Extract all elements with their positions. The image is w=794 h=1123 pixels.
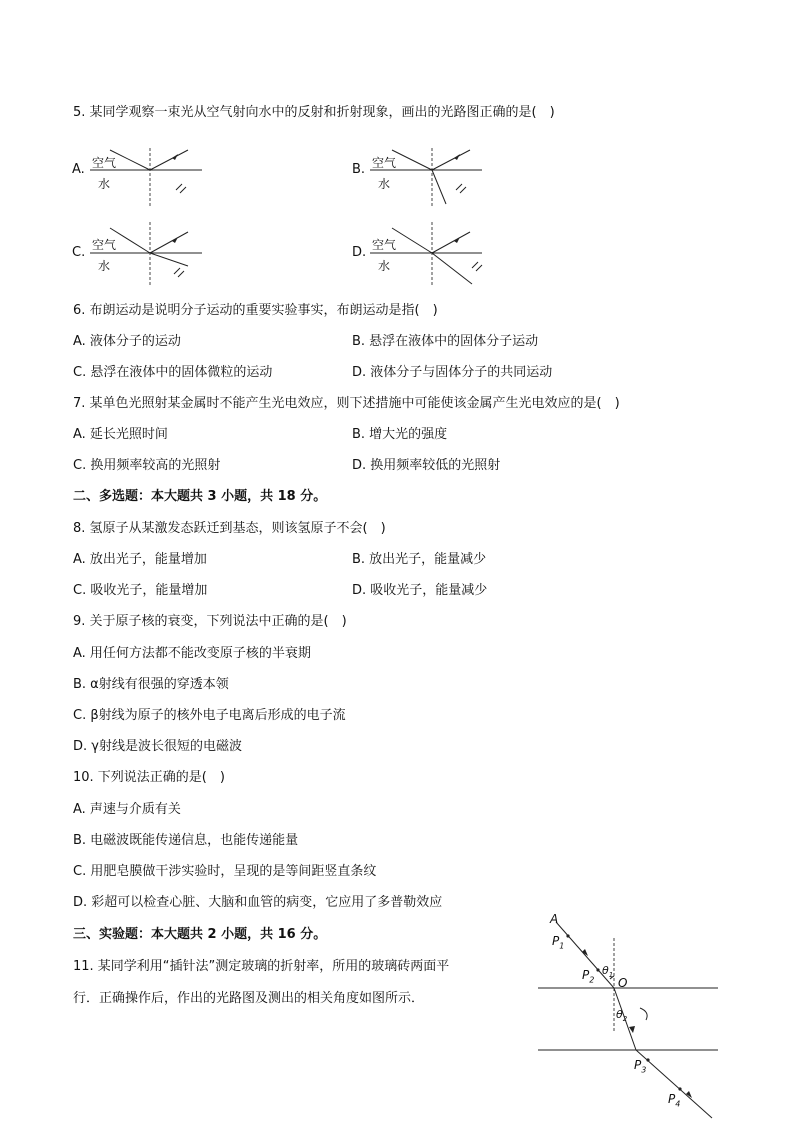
q5-figure-a bbox=[70, 148, 220, 208]
q8-option-c: C. 吸收光子，能量增加 bbox=[73, 583, 208, 598]
q7-option-b: B. 增大光的强度 bbox=[352, 427, 448, 442]
q6-option-b: B. 悬浮在液体中的固体分子运动 bbox=[352, 334, 539, 349]
q11-label-o: O bbox=[618, 976, 628, 990]
q8-option-a: A. 放出光子，能量增加 bbox=[73, 552, 207, 567]
q11-label-p2: $P_2$ bbox=[582, 968, 595, 985]
q10-option-b: B. 电磁波既能传递信息，也能传递能量 bbox=[73, 833, 299, 848]
q9-option-b: B. α射线有很强的穿透本领 bbox=[73, 677, 229, 692]
q11-stem-line2: 行．正确操作后，作出的光路图及测出的相关角度如图所示． bbox=[73, 991, 425, 1006]
q5-water-label-d: 水 bbox=[378, 259, 391, 273]
q9-option-a: A. 用任何方法都不能改变原子核的半衰期 bbox=[73, 646, 311, 661]
q5-air-label-a: 空气 bbox=[92, 156, 117, 170]
q7-option-a: A. 延长光照时间 bbox=[73, 427, 168, 442]
q11-label-p1: $P_1$ bbox=[552, 934, 565, 951]
q11-refraction-figure bbox=[536, 912, 726, 1120]
q11-label-p4: $P_4$ bbox=[668, 1092, 681, 1109]
q10-option-a: A. 声速与介质有关 bbox=[73, 802, 181, 817]
q8-option-b: B. 放出光子，能量减少 bbox=[352, 552, 487, 567]
q5-air-label-d: 空气 bbox=[372, 238, 397, 252]
q5-option-b-letter: B. bbox=[352, 162, 366, 177]
q6-option-c: C. 悬浮在液体中的固体微粒的运动 bbox=[73, 365, 273, 380]
q5-option-a-letter: A. bbox=[72, 162, 85, 177]
q11-label-p3: $P_3$ bbox=[634, 1058, 647, 1075]
q10-option-c: C. 用肥皂膜做干涉实验时，呈现的是等间距竖直条纹 bbox=[73, 864, 377, 879]
section-heading-experiment: 三、实验题：本大题共 2 小题，共 16 分。 bbox=[73, 927, 327, 942]
q5-water-label-c: 水 bbox=[98, 259, 111, 273]
q7-option-d: D. 换用频率较低的光照射 bbox=[352, 458, 501, 473]
q5-air-label-b: 空气 bbox=[372, 156, 397, 170]
q6-stem: 6. 布朗运动是说明分子运动的重要实验事实，布朗运动是指( ) bbox=[73, 303, 438, 318]
section-heading-multi-choice: 二、多选题：本大题共 3 小题，共 18 分。 bbox=[73, 489, 327, 504]
q5-air-label-c: 空气 bbox=[92, 238, 117, 252]
q6-option-d: D. 液体分子与固体分子的共同运动 bbox=[352, 365, 553, 380]
q11-label-a: A bbox=[550, 912, 559, 926]
q8-stem: 8. 氢原子从某激发态跃迁到基态，则该氢原子不会( ) bbox=[73, 521, 386, 536]
q7-stem: 7. 某单色光照射某金属时不能产生光电效应，则下述措施中可能使该金属产生光电效应的是( ) bbox=[73, 396, 620, 411]
q10-stem: 10. 下列说法正确的是( ) bbox=[73, 770, 225, 785]
q10-option-d: D. 彩超可以检查心脏、大脑和血管的病变，它应用了多普勒效应 bbox=[73, 895, 443, 910]
q11-label-theta2: $\theta_2$ bbox=[616, 1008, 628, 1024]
q5-water-label-a: 水 bbox=[98, 177, 111, 191]
q5-figure-b bbox=[350, 148, 500, 208]
q5-figure-d bbox=[350, 222, 500, 286]
q9-option-d: D. γ射线是波长很短的电磁波 bbox=[73, 739, 242, 754]
q8-option-d: D. 吸收光子，能量减少 bbox=[352, 583, 488, 598]
q5-option-d-letter: D. bbox=[352, 245, 367, 260]
q7-option-c: C. 换用频率较高的光照射 bbox=[73, 458, 221, 473]
q5-option-c-letter: C. bbox=[72, 245, 86, 260]
q11-label-theta1: $\theta_1$ bbox=[602, 964, 614, 980]
q6-option-a: A. 液体分子的运动 bbox=[73, 334, 181, 349]
q9-option-c: C. β射线为原子的核外电子电离后形成的电子流 bbox=[73, 708, 346, 723]
q5-water-label-b: 水 bbox=[378, 177, 391, 191]
q11-stem-line1: 11. 某同学利用“插针法”测定玻璃的折射率，所用的玻璃砖两面平 bbox=[73, 959, 450, 974]
q9-stem: 9. 关于原子核的衰变，下列说法中正确的是( ) bbox=[73, 614, 347, 629]
q5-figure-c bbox=[70, 222, 220, 286]
q5-stem: 5. 某同学观察一束光从空气射向水中的反射和折射现象，画出的光路图正确的是( ) bbox=[73, 105, 555, 120]
